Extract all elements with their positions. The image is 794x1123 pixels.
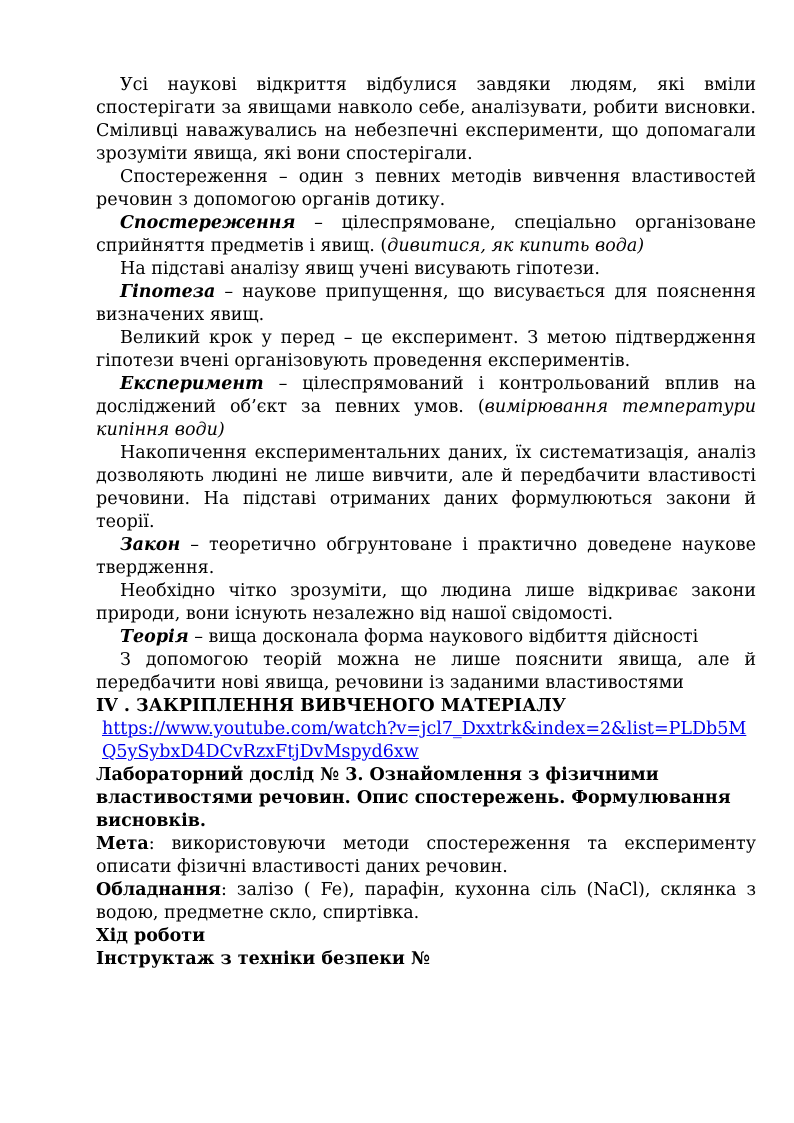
term-law: Закон bbox=[120, 535, 181, 555]
definition-text: – наукове припущення, що висувається для пояснення визначених явищ. bbox=[96, 282, 756, 325]
paragraph-theories: З допомогою теорій можна не лише пояснити явища, але й передбачити нові явища, речовини із заданими властивостями bbox=[96, 650, 756, 693]
paragraph-observation-method: Спостереження – один з певних методів вивчення властивостей речовин з допомогою органів дотику. bbox=[96, 167, 756, 210]
section-heading: IV . ЗАКРІПЛЕННЯ ВИВЧЕНОГО МАТЕРІАЛУ bbox=[96, 696, 567, 716]
definition-law bbox=[96, 534, 756, 580]
equipment-paragraph bbox=[96, 879, 756, 925]
term-hypothesis: Гіпотеза bbox=[120, 282, 216, 302]
procedure-heading: Хід роботи bbox=[96, 926, 206, 946]
document-page bbox=[96, 74, 756, 971]
definition-theory bbox=[96, 626, 756, 649]
term-theory: Теорія bbox=[120, 627, 189, 647]
lab-title: Лабораторний дослід № 3. Ознайомлення з фізичними властивостями речовин. Опис спостережень. Формулювання висновків. bbox=[96, 765, 731, 831]
paragraph-laws-of-nature: Необхідно чітко зрозуміти, що людина лише відкриває закони природи, вони існують незалежно від нашої свідомості. bbox=[96, 581, 756, 624]
definition-text: – цілеспрямований і контрольований вплив на досліджений об’єкт за певних умов. ( bbox=[96, 374, 756, 417]
example-text: вимірювання температури кипіння води) bbox=[96, 397, 756, 440]
definition-hypothesis bbox=[96, 281, 756, 327]
definition-text: – теоретично обгрунтоване і практично доведене наукове твердження. bbox=[96, 535, 756, 578]
definition-observation bbox=[96, 212, 756, 258]
definition-text: – цілеспрямоване, спеціально організоване сприйняття предметів і явищ. ( bbox=[96, 213, 756, 256]
paragraph-data-accumulation: Накопичення експериментальних даних, їх систематизація, аналіз дозволяють людині не лише вивчити, але й передбачити властивості речовини. На підставі отриманих даних формулюються закони й теорії. bbox=[96, 443, 756, 532]
paragraph-experiment-step: Великий крок у перед – це експеримент. З метою підтвердження гіпотези вчені організовують проведення експериментів. bbox=[96, 328, 756, 371]
safety-heading: Інструктаж з техніки безпеки № bbox=[96, 949, 431, 969]
goal-label: Мета bbox=[96, 834, 149, 854]
definition-text: – вища досконала форма наукового відбиття дійсності bbox=[188, 627, 699, 647]
definition-experiment bbox=[96, 373, 756, 442]
term-observation: Спостереження bbox=[120, 213, 296, 233]
equipment-text: : залізо ( Fe), парафін, кухонна сіль (NaCl), склянка з водою, предметне скло, спиртівка. bbox=[96, 880, 756, 923]
paragraph-hypotheses: На підставі аналізу явищ учені висувають гіпотези. bbox=[120, 259, 600, 279]
goal-text: : використовуючи методи спостереження та експерименту описати фізичні властивості даних речовин. bbox=[96, 834, 756, 877]
paragraph-discoveries: Усі наукові відкриття відбулися завдяки людям, які вміли спостерігати за явищами навколо себе, аналізувати, робити висновки. Сміливці наважувались на небезпечні експерименти, що допомагали зрозуміти явища, які вони спостерігали. bbox=[96, 75, 756, 164]
video-link[interactable]: https://www.youtube.com/watch?v=jcl7_Dxxtrk&index=2&list=PLDb5MQ5ySybxD4DCvRzxFtjDvMspyd6xw bbox=[102, 719, 747, 762]
example-text: дивитися, як кипить вода) bbox=[387, 236, 645, 256]
term-experiment: Експеримент bbox=[120, 374, 264, 394]
equipment-label: Обладнання bbox=[96, 880, 221, 900]
goal-paragraph bbox=[96, 833, 756, 879]
